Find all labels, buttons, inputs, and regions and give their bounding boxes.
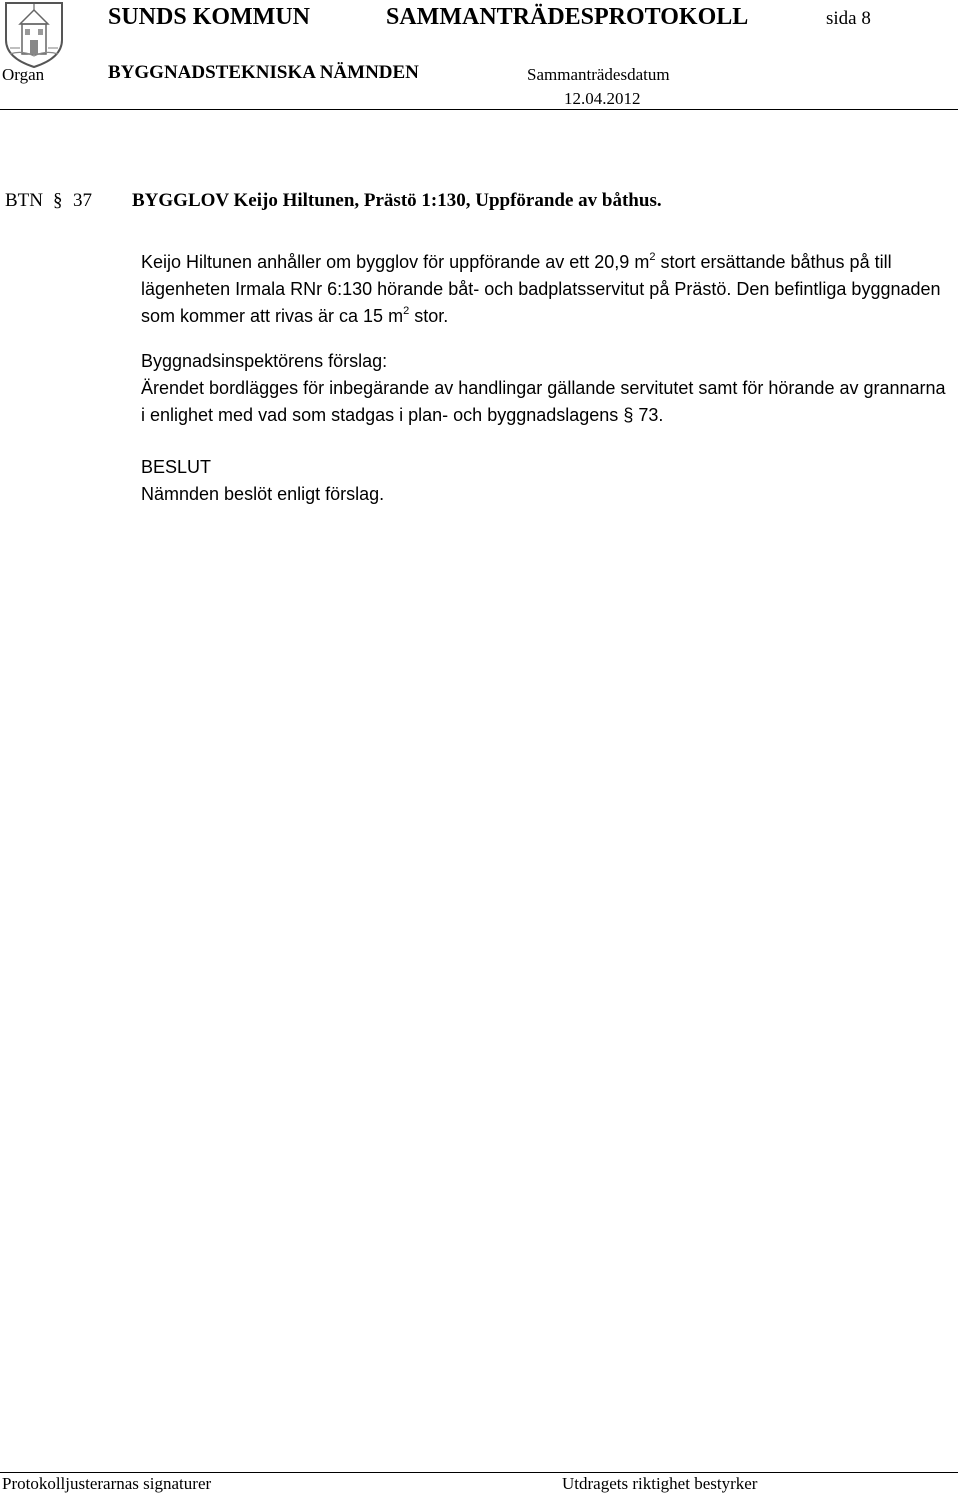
header-divider [0, 109, 958, 110]
superscript-2: 2 [403, 305, 410, 317]
case-body [141, 249, 947, 508]
certification-label: Utdragets riktighet bestyrker [562, 1474, 758, 1493]
section-reference: 73. [638, 405, 664, 425]
signatures-label: Protokolljusterarnas signaturer [2, 1474, 212, 1493]
municipality-name: SUNDS KOMMUN [108, 4, 310, 30]
case-number: 37 [73, 190, 92, 211]
proposal-heading: Byggnadsinspektörens förslag: [141, 351, 388, 371]
decision-heading: BESLUT [141, 457, 212, 477]
organ-label: Organ [2, 65, 45, 84]
application-text-part-1: Keijo Hiltunen anhåller om bygglov för uppförande av ett 20,9 m [141, 252, 650, 272]
application-paragraph [141, 249, 947, 330]
application-text-part-2: stort ersättande båthus på till lägenheten Irmala RNr 6:130 hörande båt- och badplatsservitut på Prästö. Den befintliga byggnaden som kommer att rivas är ca 15 m [141, 252, 941, 326]
decision-text: Nämnden beslöt enligt förslag. [141, 484, 385, 504]
proposal-text: Ärendet bordlägges för inbegärande av handlingar gällande servitutet samt för hörande av grannarna i enlighet med vad som stadgas i plan- och byggnadslagens [141, 378, 946, 425]
municipality-coat-of-arms-logo [2, 0, 66, 70]
page-number: sida 8 [826, 8, 871, 29]
meeting-date: 12.04.2012 [564, 89, 641, 108]
committee-name: BYGGNADSTEKNISKA NÄMNDEN [108, 62, 419, 83]
section-symbol: § [53, 190, 63, 211]
footer-divider [0, 1472, 958, 1473]
proposal-paragraph [141, 375, 947, 429]
section-symbol: § [623, 405, 634, 425]
application-text-part-3: stor. [409, 306, 449, 326]
case-committee: BTN [5, 190, 43, 211]
meeting-date-label: Sammanträdesdatum [527, 65, 670, 84]
document-type: SAMMANTRÄDESPROTOKOLL [386, 4, 749, 30]
superscript-2: 2 [649, 251, 656, 263]
case-title: BYGGLOV Keijo Hiltunen, Prästö 1:130, Uppförande av båthus. [132, 190, 662, 211]
